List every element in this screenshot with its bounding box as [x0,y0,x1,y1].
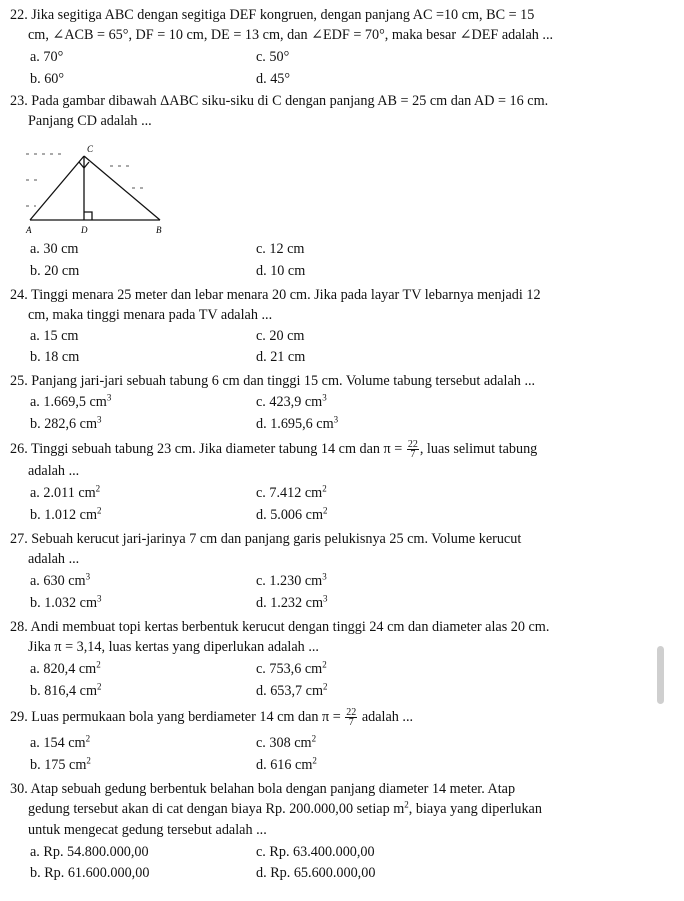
option-c[interactable]: c. 753,6 $cm^2$ [256,659,327,677]
option-a[interactable]: a. Rp. 54.800.000,00 [30,844,149,860]
option-a[interactable]: a. 1.669,5 $cm^3$ [30,392,112,410]
question-text: Andi membuat topi kertas berbentuk kerucut dengan tinggi 24 cm dan diameter alas 20 cm. [30,619,550,635]
option-d[interactable]: d. Rp. 65.600.000,00 [256,865,376,881]
option-d[interactable]: d. 616 $cm^2$ [256,755,317,773]
vertical-scrollbar-thumb[interactable] [657,646,664,704]
label-c: C [87,144,94,154]
question-number: 24. [10,287,28,303]
question-27-line2: adalah ... [28,551,80,567]
option-b[interactable]: b. 18 cm [30,349,80,365]
option-b[interactable]: b. 175 $cm^2$ [30,755,91,773]
label-a: A [26,225,32,235]
option-c[interactable]: c. 423,9 $cm^3$ [256,392,327,410]
option-d[interactable]: d. 10 cm [256,263,306,279]
question-29: 29. Luas permukaan bola yang berdiameter 14 cm dan π = $\frac{22}{7}$ adalah ... [10,707,414,729]
question-text: Sebuah kerucut jari-jarinya 7 cm dan panjang garis pelukisnya 25 cm. Volume kerucut [31,531,522,547]
question-24-line2: cm, maka tinggi menara pada TV adalah ... [28,307,273,323]
question-22-line2: cm, ∠ACB = 65°, DF = 10 cm, DE = 13 cm, dan ∠EDF = 70°, maka besar ∠DEF adalah ... [28,27,554,43]
question-26: 26. Tinggi sebuah tabung 23 cm. Jika diameter tabung 14 cm dan π = $\frac{22}{7}$ , luas selimut tabung [10,439,538,461]
option-c[interactable]: c. 7.412 $cm^2$ [256,483,327,501]
right-triangle-figure [22,132,172,236]
question-text: Tinggi sebuah tabung 23 cm. Jika diameter tabung 14 cm dan π = [31,441,403,457]
question-number: 26. [10,441,28,457]
question-30-line2: gedung tersebut akan di cat dengan biaya Rp. 200.000,00 setiap $m^2$, biaya yang diperlukan [28,799,542,817]
question-number: 28. [10,619,28,635]
option-b[interactable]: b. Rp. 61.600.000,00 [30,865,150,881]
option-d[interactable]: d. 1.232 $cm^3$ [256,593,328,611]
option-d[interactable]: d. 5.006 $cm^2$ [256,505,328,523]
option-c[interactable]: c. 308 $cm^2$ [256,733,317,751]
question-28 [10,618,674,637]
question-30 [10,780,674,799]
option-a[interactable]: a. 820,4 $cm^2$ [30,659,101,677]
label-b: B [156,225,162,235]
option-c[interactable]: c. 50° [256,49,290,65]
option-d[interactable]: d. 653,7 $cm^2$ [256,681,328,699]
option-b[interactable]: b. 1.032 $cm^3$ [30,593,102,611]
fraction-22-7: $\frac{22}{7}$ [346,707,357,729]
question-number: 23. [10,93,28,109]
question-24 [10,286,674,305]
fraction-22-7: $\frac{22}{7}$ [407,439,418,461]
question-22 [10,6,674,25]
question-number: 29. [10,709,28,725]
option-c[interactable]: c. 1.230 $cm^3$ [256,571,327,589]
question-30-line3: untuk mengecat gedung tersebut adalah ... [28,822,267,838]
option-b[interactable]: b. 20 cm [30,263,80,279]
question-number: 22. [10,7,28,23]
question-text: Pada gambar dibawah ΔABC siku-siku di C dengan panjang AB = 25 cm dan AD = 16 cm. [31,93,549,109]
question-number: 25. [10,373,28,389]
option-b[interactable]: b. 282,6 $cm^3$ [30,414,102,432]
option-a[interactable]: a. 2.011 $cm^2$ [30,483,101,501]
question-25 [10,372,674,391]
option-c[interactable]: c. 12 cm [256,241,305,257]
question-text: Atap sebuah gedung berbentuk belahan bola dengan panjang diameter 14 meter. Atap [30,781,516,797]
label-d: D [81,225,88,235]
option-a[interactable]: a. 15 cm [30,328,79,344]
option-b[interactable]: b. 60° [30,71,65,87]
question-text: Luas permukaan bola yang berdiameter 14 cm dan π = [31,709,341,725]
question-26-line2: adalah ... [28,463,80,479]
option-a[interactable]: a. 154 $cm^2$ [30,733,91,751]
question-text: Jika segitiga ABC dengan segitiga DEF kongruen, dengan panjang AC =10 cm, BC = 15 [31,7,535,23]
question-23-line2: Panjang CD adalah ... [28,113,152,129]
option-c[interactable]: c. 20 cm [256,328,305,344]
option-d[interactable]: d. 45° [256,71,291,87]
option-b[interactable]: b. 1.012 $cm^2$ [30,505,102,523]
option-d[interactable]: d. 1.695,6 $cm^3$ [256,414,339,432]
option-a[interactable]: a. 70° [30,49,64,65]
question-28-line2: Jika π = 3,14, luas kertas yang diperlukan adalah ... [28,639,319,655]
question-number: 30. [10,781,28,797]
option-a[interactable]: a. 630 $cm^3$ [30,571,91,589]
question-text: Tinggi menara 25 meter dan lebar menara 20 cm. Jika pada layar TV lebarnya menjadi 12 [31,287,541,303]
question-27 [10,530,674,549]
option-d[interactable]: d. 21 cm [256,349,306,365]
question-text: Panjang jari-jari sebuah tabung 6 cm dan tinggi 15 cm. Volume tabung tersebut adalah ... [31,373,536,389]
question-number: 27. [10,531,28,547]
option-b[interactable]: b. 816,4 $cm^2$ [30,681,102,699]
option-c[interactable]: c. Rp. 63.400.000,00 [256,844,375,860]
option-a[interactable]: a. 30 cm [30,241,79,257]
question-23 [10,92,674,111]
